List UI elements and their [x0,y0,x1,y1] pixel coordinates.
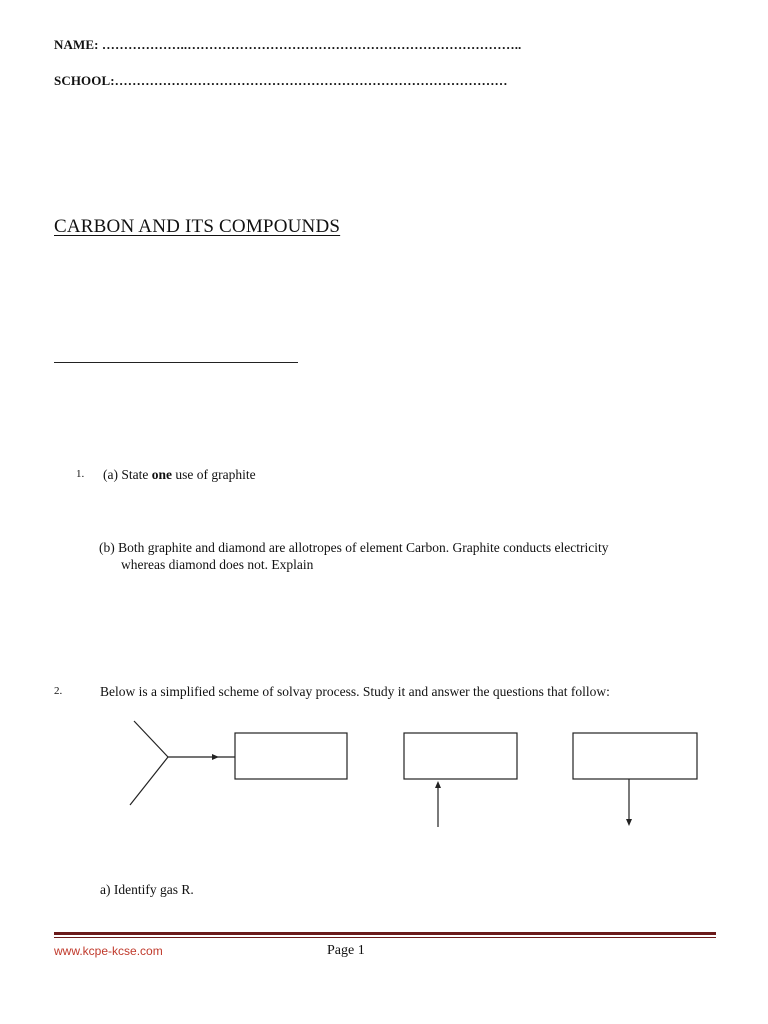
footer-rule [54,932,716,935]
process-box-2 [404,733,517,779]
input-fork [130,721,168,805]
question-2-number: 2. [54,685,63,697]
up-arrow [435,781,441,827]
footer-rule-thin [54,937,716,938]
question-1a-suffix: use of graphite [171,467,256,482]
question-2-text: Below is a simplified scheme of solvay process. Study it and answer the questions that follow: [100,684,610,699]
process-box-1 [235,733,347,779]
process-box-3 [573,733,697,779]
question-1-number: 1. [76,468,85,480]
footer-website-link[interactable]: www.kcpe-kcse.com [54,944,163,958]
school-field-line: SCHOOL:……………………………………………………………………………… [54,73,508,88]
page-title: CARBON AND ITS COMPOUNDS [54,216,341,237]
question-1a-text [103,467,256,483]
question-1b-line-2: whereas diamond does not. Explain [121,557,314,572]
question-1a-prefix: (a) State [103,467,152,482]
page-number: Page 1 [327,943,365,958]
section-divider [54,362,298,363]
input-arrow [168,754,235,760]
question-2a-text: a) Identify gas R. [100,882,194,897]
solvay-process-diagram [120,712,710,832]
name-field-line: NAME: ………………..………………………………………………………………….. [54,37,522,52]
question-1b-line-1: (b) Both graphite and diamond are allotropes of element Carbon. Graphite conducts electricity [99,540,609,555]
down-arrow [626,779,632,826]
question-1a-emphasis: one [151,467,172,482]
